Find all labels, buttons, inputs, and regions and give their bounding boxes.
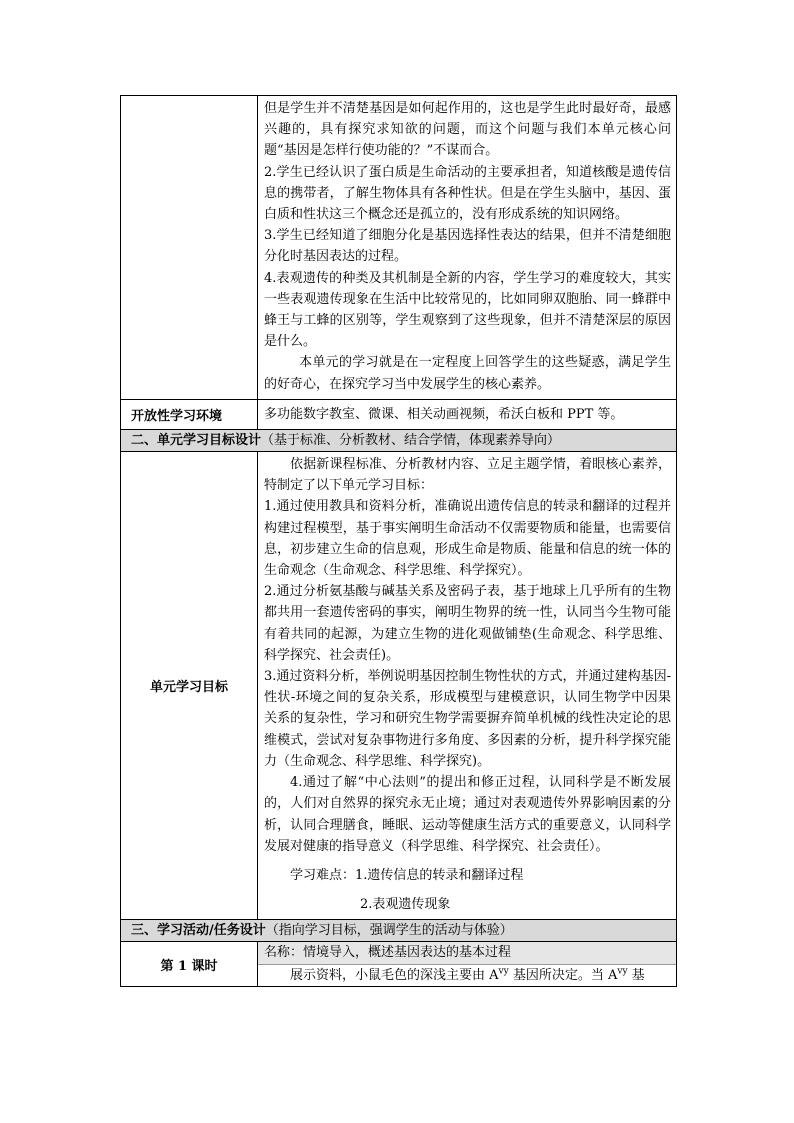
section-3-subtitle: （指向学习目标，强调学生的活动与体验） [265,923,513,939]
environment-content: 多功能数字教室、微课、相关动画视频，希沃白板和 PPT 等。 [264,406,624,422]
environment-content-cell [258,399,677,429]
analysis-paragraph-5: 本单元的学习就是在一定程度上回答学生的这些疑惑，满足学生的好奇心，在探究学习当中发展学生的核心素养。 [264,355,671,392]
lesson-1-sup-2: vy [617,966,628,977]
goal-item-3: 3.通过资料分析，举例说明基因控制生物性状的方式，并通过建构基因-性状-环境之间的复杂关系，形成模型与建模意识，认同生物学中因果关系的复杂性，学习和研究生物学需要摒弃简单机械的线性决定论的思维模式，尝试对复杂事物进行多角度、多因素的分析，提升科学探究能力（生命观念、科学思维、科学探究)。 [264,669,671,769]
analysis-label-cell [121,96,258,400]
learning-difficulty-1: 学习难点：1.遗传信息的转录和翻译过程 [290,867,524,883]
lesson-1-label: 第 1 课时 [121,942,258,986]
goal-item-4: 4.通过了解“中心法则”的提出和修正过程，认同科学是不断发展的，人们对自然界的探究永无止境；通过对表观遗传外界影响因素的分析，认同合理膳食，睡眠、运动等健康生活方式的重要意义，认同科学发展对健康的指导意义（科学思维、科学探究、社会责任）。 [264,775,671,854]
goals-intro: 依据新课程标准、分析教材内容、立足主题学情，着眼核心素养，特制定了以下单元学习目标： [264,457,671,494]
lesson-1-sup-1: vy [498,966,509,977]
lesson-plan-table [120,95,677,987]
analysis-paragraph-2: 2.学生已经认识了蛋白质是生命活动的主要承担者，知道核酸是遗传信息的携带者，了解生物体具有各种性状。但是在学生头脑中，基因、蛋白质和性状这三个概念还是孤立的，没有形成系统的知识网络。 [264,164,671,223]
analysis-paragraph-3: 3.学生已经知道了细胞分化是基因选择性表达的结果，但并不清楚细胞分化时基因表达的过程。 [264,228,671,265]
lesson-1-intro-text [264,965,671,986]
lesson-1-content-cell [258,942,677,986]
goals-content-cell [258,452,677,920]
section-2-header [121,430,677,452]
section-2-title: 二、单元学习目标设计 [131,433,262,449]
goals-spacer-2 [264,886,671,894]
lesson-1-text-a: 展示资料，小鼠毛色的深浅主要由 A [290,967,499,983]
goals-spacer [264,857,671,865]
analysis-content-cell [258,96,677,400]
section-3-header-row [121,920,677,942]
analysis-paragraph-1: 但是学生并不清楚基因是如何起作用的，这也是学生此时最好奇，最感兴趣的，具有探究求知欲的问题，而这个问题与我们本单元核心问题“基因是怎样行使功能的？”不谋而合。 [264,101,671,159]
lesson-1-row [121,942,677,986]
lesson-1-text-c: 基 [627,967,645,983]
environment-row [121,399,677,429]
analysis-paragraph-4: 4.表观遗传的种类及其机制是全新的内容，学生学习的难度较大，其实一些表观遗传现象在生活中比较常见的，比如同卵双胞胎、同一蜂群中蜂王与工蜂的区别等，学生观察到了这些现象，但并不清楚深层的原因是什么。 [264,270,671,350]
goal-item-2: 2.通过分析氨基酸与碱基关系及密码子表，基于地球上几乎所有的生物都共用一套遗传密码的事实，阐明生物界的统一性，认同当今生物可能有着共同的起源，为建立生物的进化观做铺垫(生命观念、科学思维、科学探究、社会责任)。 [264,584,671,663]
goals-label: 单元学习目标 [121,452,258,920]
goal-item-1: 1.通过使用教具和资料分析，准确说出遗传信息的转录和翻译的过程并构建过程模型，基于事实阐明生命活动不仅需要物质和能量，也需要信息，初步建立生命的信息观，形成生命是物质、能量和信息的统一体的生命观念（生命观念、科学思维、科学探究）。 [264,499,671,579]
learning-difficulty-2: 2.表观遗传现象 [360,897,451,913]
lesson-1-name: 名称：情境导入，概述基因表达的基本过程 [258,942,676,964]
lesson-1-text-b: 基因所决定。当 A [508,967,618,983]
section-2-subtitle: （基于标准、分析教材、结合学情，体现素养导向） [261,433,561,449]
analysis-row [121,96,677,400]
section-3-header [121,920,677,942]
goals-row [121,452,677,920]
section-2-header-row [121,430,677,452]
environment-label: 开放性学习环境 [121,399,258,429]
section-3-title: 三、学习活动/任务设计 [131,923,266,939]
